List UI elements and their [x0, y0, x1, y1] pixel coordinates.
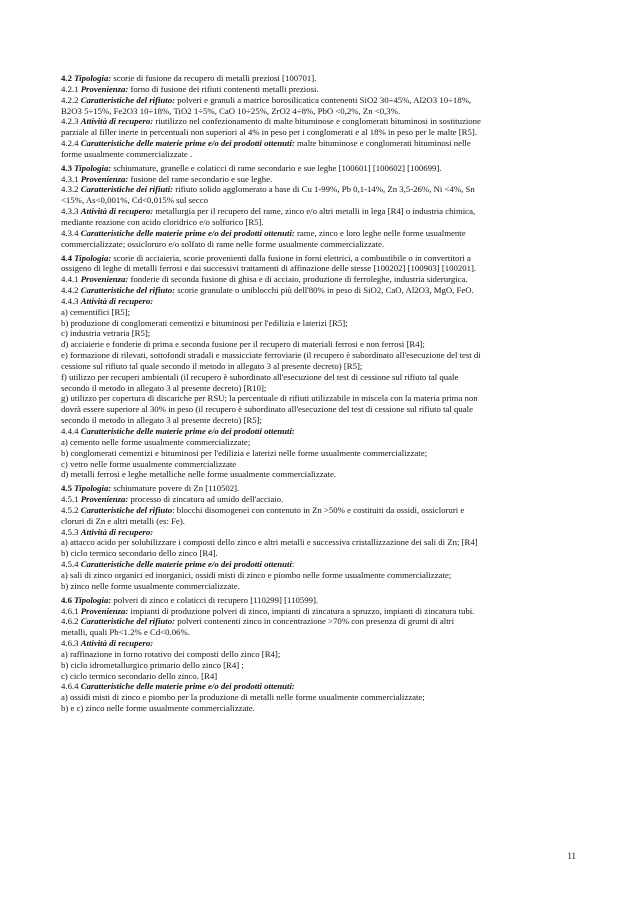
text-line: [61, 84, 578, 95]
text-run: b) e c) zinco nelle forme usualmente commercializzate.: [61, 703, 255, 714]
text-line: [61, 494, 578, 505]
text-line: [61, 437, 578, 448]
text-line: [61, 404, 578, 415]
text-line: [61, 638, 578, 649]
text-run: c) ciclo termico secondario dello zinco. [R4]: [61, 670, 218, 681]
text-run: 4.3.2: [61, 184, 81, 195]
text-line: [61, 339, 578, 350]
text-run: b) ciclo termico secondario dello zinco [R4].: [61, 548, 218, 559]
text-line: [61, 649, 578, 660]
text-run: a) attacco acido per solubilizzare i composti dello zinco e altri metalli e successiva cristallizzazione dei sali di Zn; [R4]: [61, 537, 478, 548]
text-line: [61, 527, 578, 538]
text-run: metallurgia per il recupero del rame, zinco e/o altri metalli in lega [R4] o industria chimica,: [153, 206, 476, 217]
field-label: Tipologia:: [74, 483, 112, 494]
text-line: [61, 581, 578, 592]
field-label: Attività di recupero:: [80, 638, 154, 649]
text-run: fusione del rame secondario e sue leghe.: [128, 173, 273, 184]
field-label: Caratteristiche del rifiuto: [80, 504, 173, 515]
text-line: [61, 537, 578, 548]
item-number: 4.6: [61, 594, 75, 605]
text-line: [61, 296, 578, 307]
text-run: mediante reazione con acido cloridrico e/o solforico [R5].: [61, 216, 264, 227]
text-run: 4.5.4: [61, 559, 81, 570]
text-line: [61, 285, 578, 296]
text-run: schiumature povere di Zn [110502].: [111, 483, 240, 494]
field-label: Tipologia:: [74, 162, 112, 173]
field-label: Tipologia:: [74, 73, 112, 83]
text-run: malte bituminose e conglomerati bituminosi nelle: [294, 138, 471, 149]
text-run: 4.4.1: [61, 274, 81, 285]
text-line: [61, 692, 578, 703]
text-run: fonderie di seconda fusione di ghisa e di acciaio, produzione di ferroleghe, industria siderurgica.: [128, 274, 468, 285]
text-run: scorie granulate o uniblocchi più dell'80% in peso di SiO2, CaO, Al2O3, MgO, FeO.: [175, 285, 474, 296]
field-label: Caratteristiche delle materie prime e/o dei prodotti ottenuti:: [80, 227, 295, 238]
text-run: b) produzione di conglomerati cementizi e bituminosi per l'edilizia e laterizi [R5];: [61, 317, 348, 328]
field-label: Caratteristiche del rifiuto:: [80, 616, 175, 627]
text-run: d) metalli ferrosi e leghe metalliche nelle forme usualmente commercializzate.: [61, 469, 337, 480]
text-run: 4.4.4: [61, 426, 81, 436]
field-label: Tipologia:: [74, 594, 112, 605]
text-line: [61, 393, 578, 404]
text-run: a) sali di zinco organici ed inorganici, ossidi misti di zinco e piombo nelle forme usualmente commercializzate;: [61, 569, 452, 580]
text-line: [61, 274, 578, 285]
text-line: [61, 426, 578, 437]
section-4-5: [61, 483, 578, 591]
text-line: [61, 703, 578, 714]
text-line: [61, 469, 578, 480]
text-line: [61, 595, 578, 606]
page-number: 11: [567, 851, 576, 861]
text-line: [61, 239, 578, 250]
text-run: rifiuto solido agglomerato a base di Cu 1-99%, Pb 0,1-14%, Zn 3,5-26%, Ni <4%, Sn: [173, 184, 475, 195]
text-run: 4.6.3: [61, 638, 81, 649]
text-run: 4.5.3: [61, 526, 81, 537]
text-run: e) formazione di rilevati, sottofondi stradali e massicciate ferroviarie (il recupero è subordinato all'esecuzione del test di: [61, 350, 481, 361]
text-run: dovrà essere superiore al 30% in peso (il recupero è subordinato all'esecuzione del test di cessione sul rifiuto tal quale: [61, 404, 473, 415]
text-line: [61, 548, 578, 559]
text-run: 4.6.4: [61, 681, 81, 692]
text-line: [61, 570, 578, 581]
text-run: polveri contenenti zinco in concentrazione >70% con presenza di grumi di altri: [175, 616, 455, 627]
text-line: [61, 127, 578, 138]
text-run: 4.3.4: [61, 227, 81, 238]
text-line: [61, 307, 578, 318]
text-line: [61, 163, 578, 174]
text-run: 4.6.2: [61, 616, 81, 627]
text-run: g) utilizzo per copertura di discariche per RSU; la percentuale di rifiuti utilizzabile in miscela con la materia prima non: [61, 393, 478, 404]
field-label: Caratteristiche delle materie prime e/o dei prodotti ottenuti:: [80, 681, 295, 692]
field-label: Provenienza:: [80, 83, 129, 94]
section-4-2: [61, 73, 578, 160]
text-run: cessione sul rifiuto tal quale secondo il metodo in allegato 3 al presente decreto) [R5];: [61, 360, 363, 371]
text-line: [61, 516, 578, 527]
text-run: d) acciaierie e fonderie di prima e seconda fusione per il recupero di materiali ferrosi e non ferrosi [R4];: [61, 339, 425, 350]
text-line: [61, 559, 578, 570]
item-number: 4.4: [61, 252, 75, 263]
text-run: f) utilizzo per recuperi ambientali (il recupero è subordinato all'esecuzione del test di cessione sul rifiuto tal quale: [61, 371, 459, 382]
text-run: 4.5.2: [61, 504, 81, 515]
text-line: [61, 606, 578, 617]
text-line: [61, 361, 578, 372]
text-run: 4.2.2: [61, 94, 81, 105]
text-line: [61, 95, 578, 106]
text-run: secondo il metodo in allegato 3 al presente decreto) [R10];: [61, 382, 267, 393]
item-number: 4.5: [61, 483, 75, 494]
text-run: parziale al filler inerte in percentuali non superiori al 4% in peso per i conglomerati e al 18% in peso per le malte [R5].: [61, 127, 477, 138]
text-line: [61, 505, 578, 516]
text-line: [61, 350, 578, 361]
text-line: [61, 217, 578, 228]
text-run: a) ossidi misti di zinco e piombo per la produzione di metalli nelle forme usualmente commercializzate;: [61, 692, 425, 703]
text-run: 4.2.1: [61, 83, 81, 94]
field-label: Provenienza:: [80, 605, 129, 616]
text-run: riutilizzo nel confezionamento di malte bituminose e conglomerati bituminosi in sostituzione: [153, 116, 481, 127]
field-label: Caratteristiche del rifiuto:: [80, 285, 175, 296]
text-run: b) zinco nelle forme usualmente commercializzate.: [61, 580, 240, 591]
text-run: c) industria vetraria [R5];: [61, 328, 151, 339]
text-run: b) ciclo idrometallurgico primario dello zinco [R4] ;: [61, 659, 244, 670]
field-label: Caratteristiche del rifiuto:: [80, 94, 175, 105]
text-run: ossigeno di leghe di metalli ferrosi e dai successivi trattamenti di affinazione delle stesse [100202] [100903] [100201].: [61, 263, 477, 274]
field-label: Caratteristiche dei rifiuti:: [80, 184, 174, 195]
section-4-4: [61, 253, 578, 481]
text-line: [61, 372, 578, 383]
text-run: :: [291, 559, 295, 570]
text-run: forno di fusione dei rifiuti contenenti metalli preziosi.: [128, 83, 319, 94]
text-line: [61, 206, 578, 217]
text-run: B2O3 5÷15%, Fe2O3 10÷18%, TiO2 1÷5%, CaO 10÷25%, ZrO2 4÷8%, PbO <0,2%, Zn <0,3%.: [61, 105, 401, 116]
text-run: impianti di produzione polveri di zinco, impianti di zincatura a spruzzo, impianti di zincatura tubi.: [128, 605, 475, 616]
text-run: : blocchi disomogenei con contenuto in Zn >50% e costituiti da ossidi, ossicloruri e: [172, 504, 465, 515]
text-line: [61, 138, 578, 149]
text-run: 4.2.4: [61, 138, 81, 149]
section-4-3: [61, 163, 578, 250]
text-run: <15%, As<0,001%, Cd<0,015% sul secco: [61, 195, 209, 206]
text-line: [61, 149, 578, 160]
text-run: 4.4.2: [61, 285, 81, 296]
text-run: 4.3.1: [61, 173, 81, 184]
text-line: [61, 448, 578, 459]
section-4-6: [61, 595, 578, 714]
text-run: polveri di zinco e colaticci di recupero [110299] [110599].: [111, 594, 319, 605]
text-line: [61, 253, 578, 264]
text-run: polveri e granuli a matrice borosilicatica contenenti SiO2 30÷45%, Al2O3 10÷18%,: [175, 94, 472, 105]
text-line: [61, 263, 578, 274]
text-run: forme usualmente commercializzate .: [61, 148, 193, 159]
text-line: [61, 184, 578, 195]
text-line: [61, 415, 578, 426]
item-number: 4.2: [61, 73, 75, 83]
text-line: [61, 106, 578, 117]
field-label: Caratteristiche delle materie prime e/o dei prodotti ottenuti:: [80, 426, 295, 436]
text-line: [61, 616, 578, 627]
text-run: processo di zincatura ad umido dell'acciaio.: [128, 494, 284, 505]
text-run: a) cemento nelle forme usualmente commercializzate;: [61, 436, 251, 447]
text-line: [61, 459, 578, 470]
text-run: schiumature, granelle e colaticci di rame secondario e sue leghe [100601] [100602] [100699].: [111, 162, 442, 173]
text-run: rame, zinco e loro leghe nelle forme usualmente: [294, 227, 466, 238]
text-run: a) raffinazione in forno rotativo dei composti dello zinco [R4];: [61, 648, 281, 659]
field-label: Attività di recupero:: [80, 526, 154, 537]
text-line: [61, 318, 578, 329]
text-line: [61, 483, 578, 494]
text-line: [61, 383, 578, 394]
text-run: c) vetro nelle forme usualmente commercializzate: [61, 458, 237, 469]
text-run: scorie di acciaieria, scorie provenienti dalla fusione in forni elettrici, a combustibile o in convertitori a: [111, 252, 471, 263]
field-label: Attività di recupero:: [80, 206, 154, 217]
text-line: [61, 681, 578, 692]
field-label: Tipologia:: [74, 252, 112, 263]
text-line: [61, 671, 578, 682]
text-line: [61, 73, 578, 84]
text-line: [61, 195, 578, 206]
text-run: commercializzate; ossicloruro e/o solfato di rame nelle forme usualmente commercializzate.: [61, 238, 385, 249]
text-run: 4.2.3: [61, 116, 81, 127]
text-run: a) cementifici [R5];: [61, 306, 130, 317]
text-line: [61, 116, 578, 127]
field-label: Caratteristiche delle materie prime e/o dei prodotti ottenuti: [80, 559, 292, 570]
document-body: [61, 73, 578, 714]
text-run: 4.3.3: [61, 206, 81, 217]
field-label: Attività di recupero:: [80, 295, 154, 306]
text-line: [61, 660, 578, 671]
field-label: Attività di recupero:: [80, 116, 154, 127]
field-label: Provenienza:: [80, 173, 129, 184]
text-run: b) conglomerati cementizi e bituminosi per l'edilizia e laterizi nelle forme usualmente commercializzate;: [61, 447, 428, 458]
text-run: 4.6.1: [61, 605, 81, 616]
item-number: 4.3: [61, 162, 75, 173]
text-run: cloruri di Zn e altri metalli (es: Fe).: [61, 515, 185, 526]
text-line: [61, 174, 578, 185]
text-line: [61, 328, 578, 339]
text-run: metalli, quali Pb<1.2% e Cd<0.06%.: [61, 627, 190, 638]
field-label: Provenienza:: [80, 494, 129, 505]
text-run: secondo il metodo in allegato 3 al presente decreto) [R5];: [61, 415, 262, 426]
text-run: 4.4.3: [61, 295, 81, 306]
text-run: scorie di fusione da recupero di metalli preziosi [100701].: [111, 73, 317, 83]
field-label: Caratteristiche delle materie prime e/o dei prodotti ottenuti:: [80, 138, 295, 149]
text-run: 4.5.1: [61, 494, 81, 505]
text-line: [61, 627, 578, 638]
field-label: Provenienza:: [80, 274, 129, 285]
text-line: [61, 228, 578, 239]
